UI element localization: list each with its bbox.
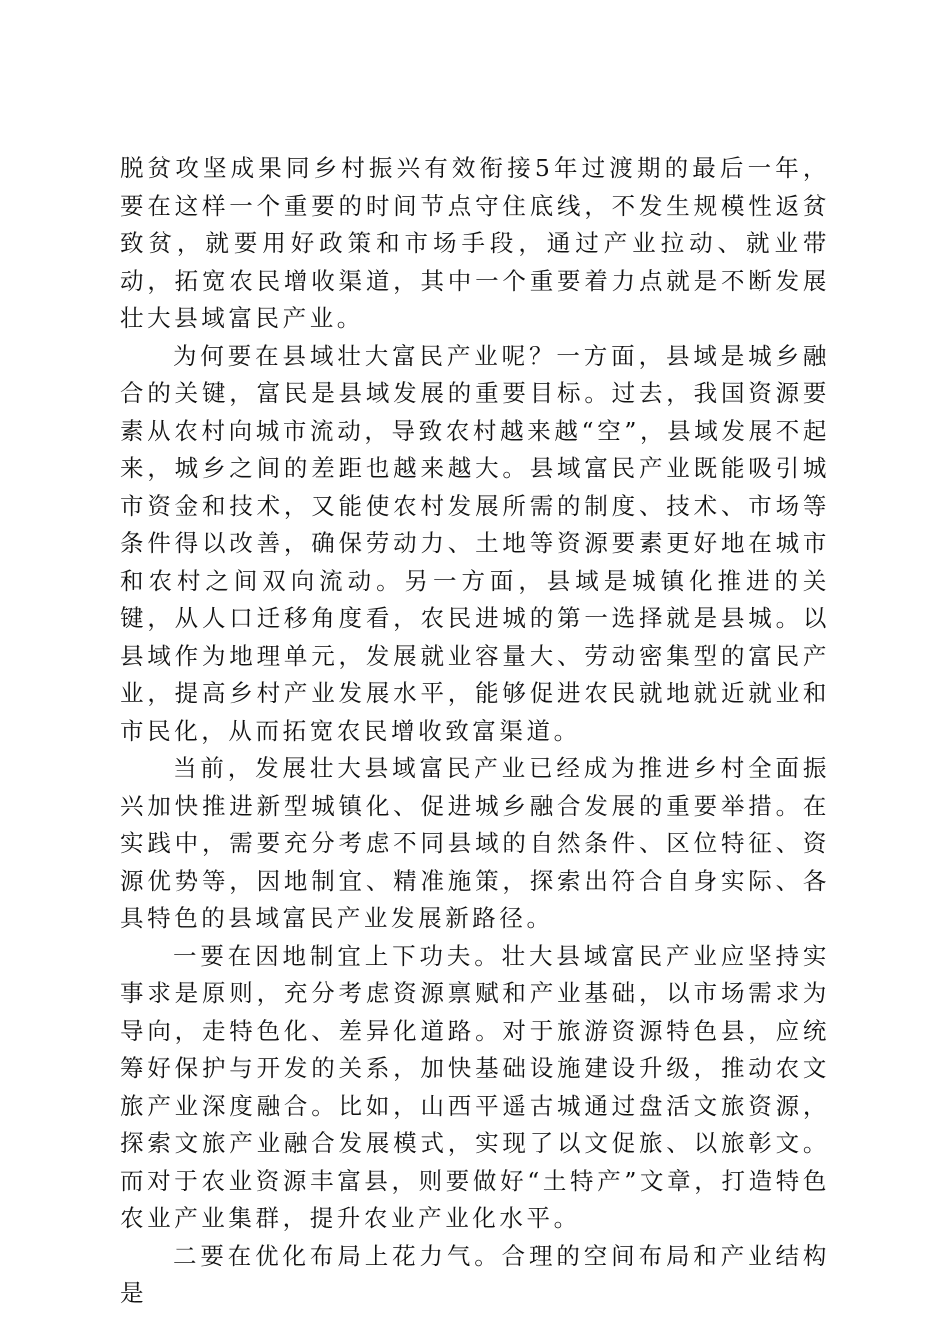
paragraph-1: 脱贫攻坚成果同乡村振兴有效衔接5年过渡期的最后一年，要在这样一个重要的时间节点守住底线，不发生规模性返贫致贫，就要用好政策和市场手段，通过产业拉动、就业带动，拓宽农民增收渠道，其中一个重要着力点就是不断发展壮大县域富民产业。 [120,154,830,332]
paragraph-4: 一要在因地制宜上下功夫。壮大县域富民产业应坚持实事求是原则，充分考虑资源禀赋和产业基础，以市场需求为导向，走特色化、差异化道路。对于旅游资源特色县，应统筹好保护与开发的关系，加快基础设施建设升级，推动农文旅产业深度融合。比如，山西平遥古城通过盘活文旅资源，探索文旅产业融合发展模式，实现了以文促旅、以旅彰文。而对于农业资源丰富县，则要做好“土特产”文章，打造特色农业产业集群，提升农业产业化水平。 [120,941,830,1232]
body-text [120,150,830,1313]
paragraph-2: 为何要在县域壮大富民产业呢？一方面，县域是城乡融合的关键，富民是县域发展的重要目标。过去，我国资源要素从农村向城市流动，导致农村越来越“空”，县域发展不起来，城乡之间的差距也越来越大。县域富民产业既能吸引城市资金和技术，又能使农村发展所需的制度、技术、市场等条件得以改善，确保劳动力、土地等资源要素更好地在城市和农村之间双向流动。另一方面，县域是城镇化推进的关键，从人口迁移角度看，农民进城的第一选择就是县城。以县域作为地理单元，发展就业容量大、劳动密集型的富民产业，提高乡村产业发展水平，能够促进农民就地就近就业和市民化，从而拓宽农民增收致富渠道。 [120,341,830,745]
paragraph-3: 当前，发展壮大县域富民产业已经成为推进乡村全面振兴加快推进新型城镇化、促进城乡融合发展的重要举措。在实践中，需要充分考虑不同县域的自然条件、区位特征、资源优势等，因地制宜、精准施策，探索出符合自身实际、各具特色的县域富民产业发展新路径。 [120,754,830,932]
paragraph-5: 二要在优化布局上花力气。合理的空间布局和产业结构是 [120,1241,830,1307]
